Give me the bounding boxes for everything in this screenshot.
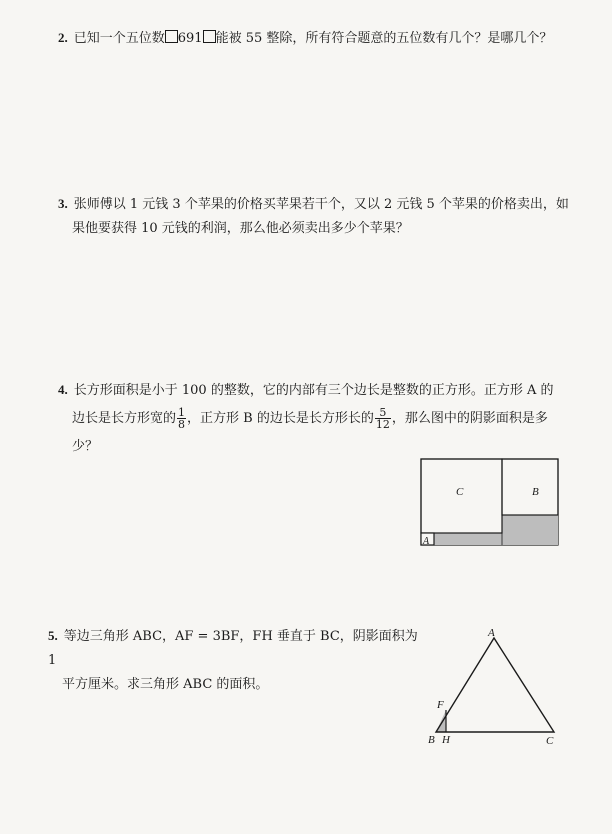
shaded-region [502,515,558,545]
question-text: 等边三角形 ABC，AF = 3BF，FH 垂直于 BC，阴影面积为 1 [48,629,418,668]
rectangle-squares-figure [420,458,560,548]
blank-digit-box [165,30,178,43]
triangle-abc [436,638,554,732]
question-number: 4. [58,382,68,397]
fraction-one-eighth: $\frac{1}{8}$ [178,406,186,431]
label-a: A [488,627,495,639]
triangle-figure [424,626,584,746]
label-c: C [456,486,464,498]
question-text: 能被 55 整除，所有符合题意的五位数有几个？是哪几个？ [215,31,553,46]
square-b [502,459,558,515]
blank-digit-box [203,30,216,43]
label-a: A [423,536,430,547]
question-text: 少？ [72,439,99,454]
question-3 [58,192,578,241]
question-text: 张师傅以 1 元钱 3 个苹果的价格买苹果若干个，又以 2 元钱 5 个苹果的价格卖出，如 [73,197,569,212]
question-text: 已知一个五位数 [73,31,165,46]
question-text: 691 [177,31,203,46]
question-4 [58,376,578,461]
label-b: B [532,486,539,498]
shaded-strip [434,533,502,545]
question-number: 5. [48,628,58,643]
question-text: ，那么图中的阴影面积是多 [391,411,548,426]
question-2 [58,26,552,51]
label-h: H [442,734,450,746]
question-5 [48,624,428,697]
question-number: 2. [58,30,68,45]
fraction-five-twelfths: $\frac{5}{12}$ [375,406,390,431]
question-text: 果他要获得 10 元钱的利润，那么他必须卖出多少个苹果？ [72,221,409,236]
question-text: ，正方形 B 的边长是长方形长的 [187,411,374,426]
question-text: 平方厘米。求三角形 ABC 的面积。 [62,677,269,692]
label-b: B [428,734,435,746]
question-text: 长方形面积是小于 100 的整数，它的内部有三个边长是整数的正方形。正方形 A 的 [73,383,554,398]
question-text: 边长是长方形宽的 [72,411,177,426]
question-number: 3. [58,196,68,211]
label-c: C [546,735,554,746]
label-f: F [437,699,444,711]
